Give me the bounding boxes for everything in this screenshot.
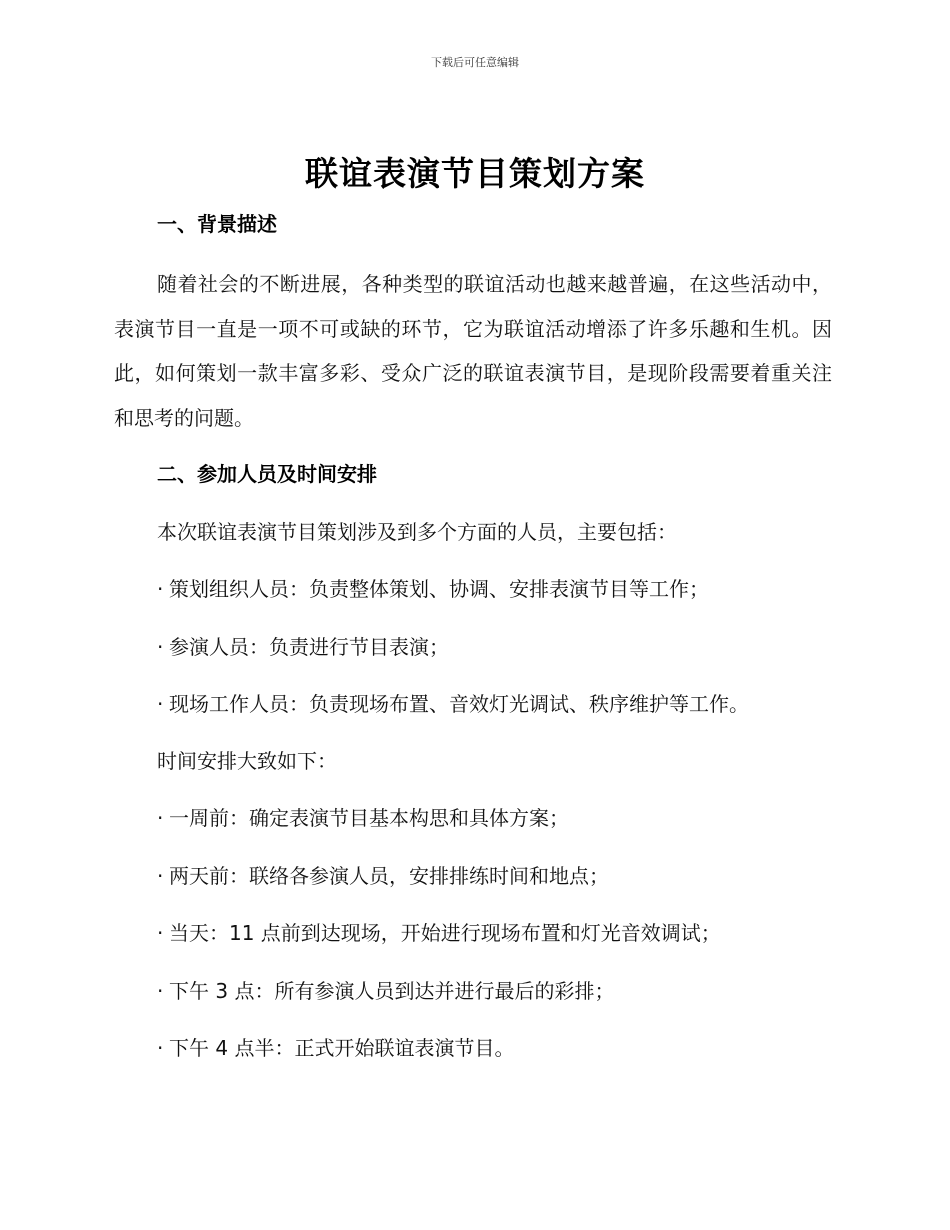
list-item <box>157 1032 514 1061</box>
bullet: · <box>157 635 164 659</box>
bullet: · <box>157 864 164 888</box>
section-heading-background: 一、背景描述 <box>157 212 277 236</box>
page-header-note: 下载后可任意编辑 <box>431 56 519 69</box>
section-heading-personnel-schedule: 二、参加人员及时间安排 <box>157 462 377 486</box>
list-item <box>157 688 749 717</box>
personnel-intro: 本次联谊表演节目策划涉及到多个方面的人员，主要包括： <box>157 520 677 544</box>
bullet: · <box>157 1036 164 1060</box>
document-title: 联谊表演节目策划方案 <box>305 154 645 193</box>
schedule-intro: 时间安排大致如下： <box>157 749 337 773</box>
list-item <box>157 631 449 660</box>
list-item-text: 现场工作人员：负责现场布置、音效灯光调试、秩序维护等工作。 <box>169 692 749 716</box>
list-item <box>157 860 609 889</box>
bullet: · <box>157 979 164 1003</box>
list-item-text: 两天前：联络各参演人员，安排排练时间和地点； <box>169 864 609 888</box>
bullet: · <box>157 806 164 830</box>
bullet: · <box>157 921 164 945</box>
list-item-text: 下午 3 点：所有参演人员到达并进行最后的彩排； <box>169 979 615 1003</box>
list-item-text: 参演人员：负责进行节目表演； <box>169 635 449 659</box>
list-item-text: 当天：11 点前到达现场，开始进行现场布置和灯光音效调试； <box>169 921 721 945</box>
background-paragraph: 随着社会的不断进展，各种类型的联谊活动也越来越普遍，在这些活动中，表演节目一直是一项不可或缺的环节，它为联谊活动增添了许多乐趣和生机。因此，如何策划一款丰富多彩、受众广泛的联谊表演节目，是现阶段需要着重关注和思考的问题。 <box>114 272 832 430</box>
list-item-text: 策划组织人员：负责整体策划、协调、安排表演节目等工作； <box>169 577 709 601</box>
bullet: · <box>157 577 164 601</box>
list-item-text: 一周前：确定表演节目基本构思和具体方案； <box>169 806 569 830</box>
bullet: · <box>157 692 164 716</box>
list-item <box>157 917 721 946</box>
list-item <box>157 802 569 831</box>
list-item <box>157 975 614 1004</box>
list-item <box>157 573 709 602</box>
list-item-text: 下午 4 点半：正式开始联谊表演节目。 <box>169 1036 515 1060</box>
